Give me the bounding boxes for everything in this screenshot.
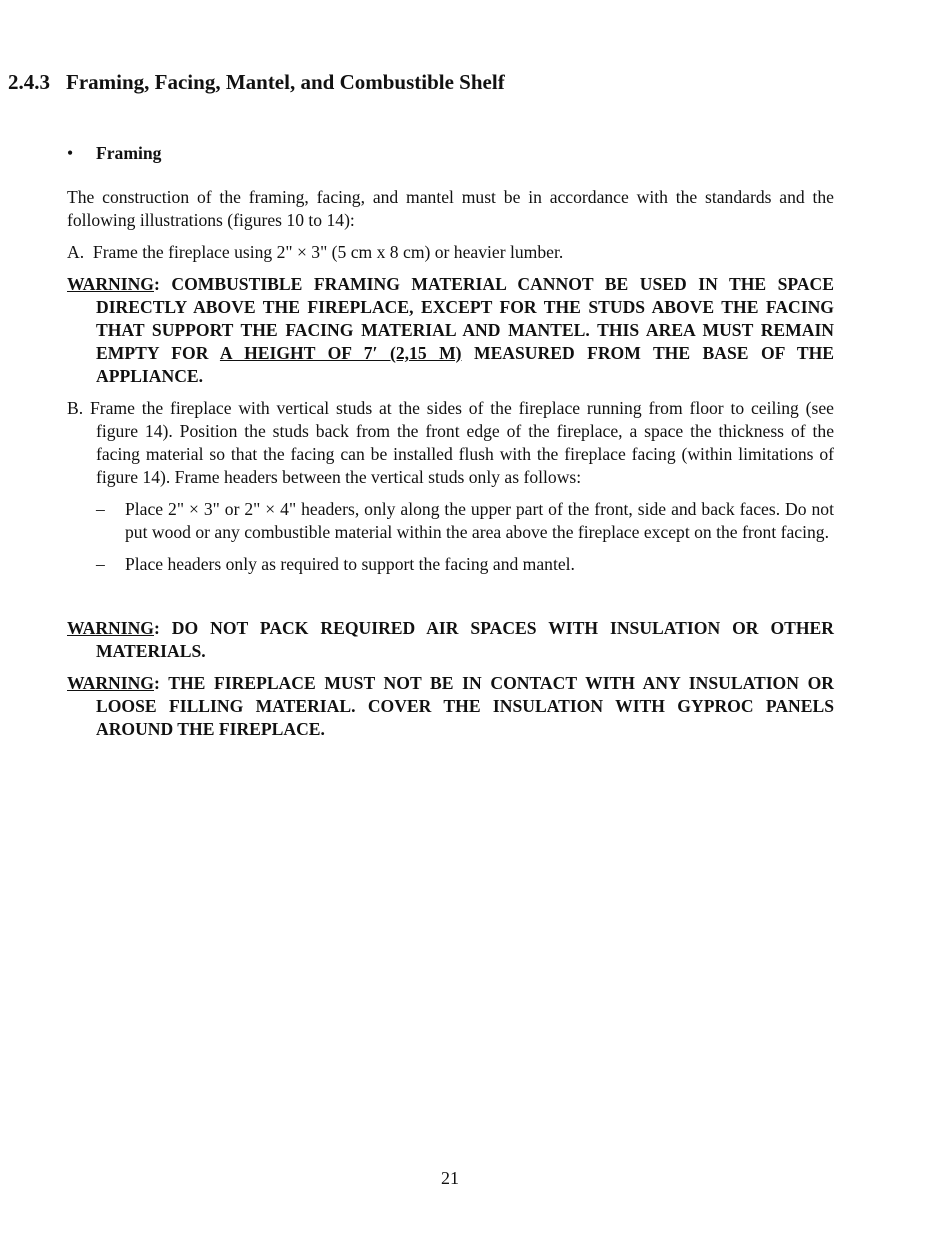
sub-item-support — [67, 553, 834, 576]
warning-text-end: MEASURED FROM THE BASE OF THE APPLIANCE. — [96, 343, 834, 386]
section-number: 2.4.3 — [8, 70, 50, 94]
warning-air-spaces — [67, 617, 834, 663]
item-a-marker: A. — [67, 242, 85, 262]
item-a-text: Frame the fireplace using 2" × 3" (5 cm x 8 cm) or heavier lumber. — [92, 242, 564, 262]
item-b-marker: B. — [67, 398, 84, 418]
warning-label: WARNING — [67, 618, 154, 638]
warning-insulation-contact — [67, 672, 834, 741]
page-number: 21 — [441, 1168, 459, 1188]
bullet-icon: • — [67, 143, 74, 163]
item-a — [67, 241, 834, 264]
sub-item-text: Place 2" × 3" or 2" × 4" headers, only along the upper part of the front, side and back faces. Do not put wood or any combustible material within the area above the fireplace except on the front facing. — [125, 499, 834, 542]
bullet-label: Framing — [96, 143, 162, 163]
sub-item-headers — [67, 498, 834, 544]
item-b — [67, 397, 834, 489]
warning-label: WARNING — [67, 673, 154, 693]
section-title: Framing, Facing, Mantel, and Combustible Shelf — [66, 70, 505, 94]
sub-item-text: Place headers only as required to support the facing and mantel. — [125, 554, 575, 574]
dash-icon: – — [96, 499, 105, 519]
bullet-heading-framing — [67, 142, 834, 165]
intro-paragraph: The construction of the framing, facing, and mantel must be in accordance with the standards and the following illustrations (figures 10 to 14): — [67, 187, 834, 230]
warning-combustible-framing — [67, 273, 834, 388]
dash-icon: – — [96, 554, 105, 574]
warning-underlined-height: A HEIGHT OF 7′ (2,15 M) — [219, 343, 462, 363]
warning-text: : COMBUSTIBLE FRAMING MATERIAL CANNOT BE USED IN THE SPACE DIRECTLY ABOVE THE FIREPLACE, EXCEPT FOR THE STUDS ABOVE THE FACING THAT SUPPORT THE FACING MATERIAL AND MANTEL. THIS AREA MUST REMAIN EMPTY FOR — [96, 274, 834, 363]
warning-text: : THE FIREPLACE MUST NOT BE IN CONTACT WITH ANY INSULATION OR LOOSE FILLING MATERIAL. COVER THE INSULATION WITH GYPROC PANELS AROUND THE FIREPLACE. — [96, 673, 834, 739]
warning-text: : DO NOT PACK REQUIRED AIR SPACES WITH INSULATION OR OTHER MATERIALS. — [96, 618, 834, 661]
section-body — [67, 142, 834, 750]
item-b-text: Frame the fireplace with vertical studs at the sides of the fireplace running from floor to ceiling (see figure 14). Position the studs back from the front edge of the fireplace, a space the thickness of the facing material so that the facing can be installed flush with the fireplace facing (within limitations of figure 14). Frame headers between the vertical studs only as follows: — [89, 398, 834, 487]
warning-label: WARNING — [67, 274, 154, 294]
section-heading — [8, 70, 505, 95]
